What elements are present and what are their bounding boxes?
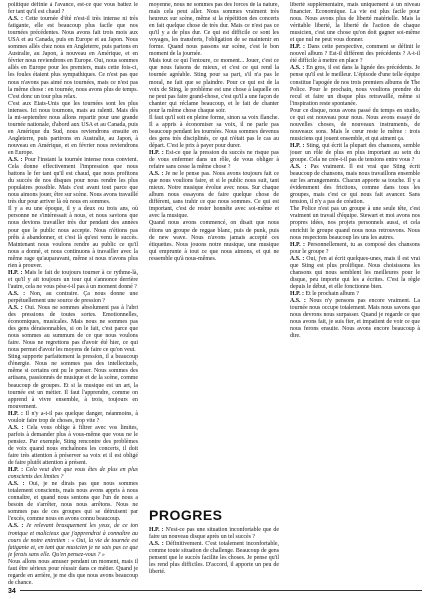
column-2-after-heading (149, 527, 279, 576)
paragraph (290, 2, 420, 44)
paragraph-text: Il faut qu'il soit en pleine forme, sinon sa voix flanche. Il a appris à économiser sa voix, il ne parle pas beaucoup pendant les tournées. Nous sommes devenus des gens très disciplinés, ce qui n'était pas le cas au départ. C'est le prix à payer pour durer. (149, 114, 279, 149)
paragraph (8, 559, 138, 585)
paragraph (149, 58, 279, 114)
paragraph-text: Il y a eu une époque, il y a deux ou trois ans, où personne ne s'intéressait à nous, et nous savions que nous devions travailler très dur pendant des années pour que le public nous accepte. Nous n'étions pas prêts à abandonner, et c'est là qu'est venu le succès. Maintenant nous voulons rendre au public ce qu'il nous a donné, et nous continuons à travailler avec la même rage qu'auparavant, même si nous n'avons plus rien à prouver. (8, 206, 138, 269)
paragraph (8, 467, 138, 481)
column-3 (290, 2, 420, 585)
paragraph (149, 150, 279, 171)
speaker-label: A.S. : (8, 481, 25, 488)
paragraph-text: Est-ce que la pression du succès ne risque pas de vous enfermer dans un rôle, de vous obliger à refaire sans cesse la même chose ? (149, 149, 279, 171)
paragraph (290, 206, 420, 241)
paragraph (8, 523, 138, 558)
speaker-label: H.P. : (290, 142, 305, 149)
paragraph-text: Cela vous oblige à filtrer avec vos limites, parfois à demander plus à vous-même que vous ne le pensiez. Par exemple, Sting rencontre des problèmes de voix quand nous enchaînons les concerts, il doit faire très attention à préserver sa voix et il est obligé de faire plutôt attention à présent. (8, 424, 138, 467)
paragraph (290, 298, 420, 340)
paragraph (290, 44, 420, 65)
speaker-label: H.P. : (290, 241, 305, 248)
paragraph-text: Et le prochain album ? (305, 290, 359, 297)
paragraph-text: Oui. Nous ne sommes absolument pas à l'abri des pressions de toutes sortes. Emotionnelles, économiques, musicales. Mais nous ne sommes pas des gens déraisonnables, si on le fait, c'est parce que nous sommes au summum de ce que nous voulons faire. Nous ne regrettons pas d'avoir été hier, ce qui nous permet d'avoir les moyens de faire ce qu'on veut. (8, 305, 138, 354)
paragraph-text: Mais tout ce qui l'entoure, ce moment... Jouer, c'est ce que nous faisons de mieux, et c'est ce qui rend la tournée agréable. Sting pour sa part, s'il n'a pas le moral, ne fait que se plaindre. Pour ce qui est de la voix de Sting, le problème est une chose à laquelle on ne peut pas faire grand-chose, c'est qu'il a une façon de chanter qui réclame beaucoup, et le fait de chanter pour la même chose chaque soir. (149, 58, 279, 114)
speaker-label: A.S. : (8, 305, 23, 312)
speaker-label: A.S. : (149, 541, 164, 548)
paragraph-text: Personnellement, tu as composé des chansons pour le groupe ? (290, 241, 420, 255)
paragraph-text: Nous n'y pensons pas encore vraiment. La tournée nous occupe totalement. Mais nous savons que nous devrons nous surpasser. Quand je regarde ce que nous avons fait, je suis fier, et impatient de voir ce que nous ferons ensuite. Nous avons encore beaucoup à dire. (290, 297, 420, 340)
column-1 (8, 2, 138, 585)
speaker-label: H.P. : (290, 290, 305, 297)
paragraph-text: Mais le fait de toujours tourner à ce rythme-là, et qu'il y ait toujours un tour qui s'annonce derrière l'autre, cela ne vous pèse-t-il pas à un moment donné ? (8, 269, 138, 290)
paragraph-text: Je ne le pense pas. Nous avons toujours fait ce que nous voulions faire, et si le public nous suit, tant mieux. Notre musique évolue avec nous. Sur chaque album nous essayons de faire quelque chose de différent, sans trahir ce que nous sommes. Ce qui est important, c'est de rester honnête avec soi-même et avec la musique. (149, 171, 279, 220)
paragraph (8, 354, 138, 410)
paragraph-text: En gros, il est dans la lignée des précédents. Je pense qu'il est le meilleur. L'épisode d'une telle équipe constitue l'apogée de nos trois premiers albums de The Police. Pour le prochain, nous voulions prendre du recul et faire un disque plus retravaillé, même si l'inspiration reste spontanée. (290, 65, 420, 107)
speaker-label: H.P. : (8, 269, 23, 276)
paragraph (290, 242, 420, 256)
speaker-label: A.S. : (8, 16, 23, 23)
paragraph-text: Définitivement. C'est totalement inconfortable, comme toute situation de challenge. Beaucoup de gens pensent que le succès facilite les choses. Je pense qu'il les rend plus difficiles. D'accord, il apporte un peu de liberté. (149, 541, 279, 576)
speaker-label: H.P. : (8, 467, 24, 474)
footer-rule (20, 590, 422, 591)
paragraph-text: Je relevant brusquement les yeux, de ce ton ironique et malicieux que j'apprendrai à connaître au cours de notre entretien : « Oui, la vie de tournée est fatigante et, en tant que musicien je ne sais pas ce que je ferais sans elle. Qu'en pensez-vous ? » (8, 523, 138, 558)
paragraph-text: Pour l'instant la tournée intense nous convient. Cela donne effectivement l'impression que nous battons le fer tant qu'il est chaud, que nous profitons du succès de nos disques pour nous rendre les plus populaires possible. Mais c'est avant tout parce que nous aimons jouer, être sur scène. Nous avons travaillé très dur pour arriver là où nous en sommes. (8, 157, 138, 206)
paragraph (8, 270, 138, 291)
paragraph-text: C'est aux Etats-Unis que les tournées sont les plus intenses. Ici nous tournons, mais au ralenti. Mais dès la mi-septembre nous allons repartir pour une grande tournée nationale, d'abord aux USA et au Canada, puis en Amérique du Sud, nous reviendrons ensuite en Angleterre, puis partirons en Australie, au Japon, à nouveau en Amérique, et en février nous reviendrons en Europe. (8, 100, 138, 156)
speaker-label: A.S. : (8, 523, 24, 530)
paragraph (149, 171, 279, 220)
paragraph-text: liberté supplémentaire, mais uniquement à un niveau financier. Economique. La vie est plus facile pour nous. Nous avons plus de liberté matérielle. Mais la véritable liberté, la liberté de l'action de chaque musicien, c'est une chose qu'on doit gagner soi-même et que nul ne peut vous donner. (290, 2, 420, 44)
speaker-label: H.P. : (8, 410, 23, 417)
paragraph-text: Pas vraiment. Il est vrai que Sting écrit beaucoup de chansons, mais nous travaillons ensemble sur les arrangements. Chacun apporte sa touche. Il y a évidemment des frictions, comme dans tous les groupes, mais c'est ce qui nous fait avancer. Sans tension, il n'y a pas de création. (290, 164, 420, 206)
column-2 (149, 2, 279, 585)
paragraph (8, 481, 138, 523)
paragraph-text: Sting supporte parfaitement la pression, il a beaucoup d'énergie. Nous ne sommes pas des intellectuels, même si certains ont pu le penser. Nous sommes des artisans, passionnés de musique et de la scène, comme beaucoup de groupes. Et si la musique est un art, la tournée est un métier. Il faut l'apprendre, comme on apprend à vivre ensemble, à trois, toujours en mouvement. (8, 354, 138, 410)
paragraph (8, 101, 138, 157)
paragraph-text: Pour ce disque, nous avons passé du temps en studio, ce qui est nouveau pour nous. Nous avons essayé de nouvelles choses, de nouveaux instruments, de nouveaux sons. Mais le cœur reste le même : trois musiciens qui jouent ensemble, et qui aiment ça. (290, 107, 420, 142)
page-number: 34 (8, 588, 16, 595)
speaker-label: H.P. : (290, 44, 305, 51)
paragraph (290, 108, 420, 143)
paragraph (149, 527, 279, 541)
paragraph-text: moyenne, nous ne sommes pas des forces de la nature, mais cela peut aller. Nous sommes vraiment très heureux sur scène, même si la répétition des concerts en fait quelque chose de très dur. Mais ce n'est pas ce qu'il y a de plus dur. Ce qui est difficile ce sont les voyages, les transferts, l'obligation de se maintenir en forme. Quand nous passons sur scène, c'est le bon moment de la journée. (149, 2, 279, 58)
paragraph-text: Quand nous avons commencé, on disait que nous étions un groupe de reggae blanc, puis de punk, puis de new wave. Nous n'avons jamais accepté ces étiquettes. Nous jouons notre musique, une musique qui emprunte à tout ce que nous aimons, et qui ne ressemble qu'à nous-mêmes. (149, 220, 279, 262)
paragraph (290, 256, 420, 291)
paragraph (290, 164, 420, 206)
paragraph-text: Cela veut dire que vous êtes de plus en plus conscients des limites ? (8, 467, 138, 481)
paragraph (8, 291, 138, 305)
paragraph-text: politique définie à l'avance, est-ce que vous battez le fer tant qu'il est chaud ? (8, 2, 138, 16)
paragraph-text: Il n'y a-t-il pas quelque danger, néanmoins, à vouloir faire trop de choses, trop vite ? (8, 410, 138, 424)
speaker-label: A.S. : (290, 255, 305, 262)
speaker-label: A.S. : (8, 290, 26, 297)
speaker-label: A.S. : (290, 297, 306, 304)
paragraph (149, 2, 279, 58)
paragraph (290, 143, 420, 164)
paragraph-text: Dans cette perspective, comment se définit le nouvel album ? Est-il différent des précédents ? A-t-il été difficile à mettre en place ? (290, 44, 420, 65)
speaker-label: A.S. : (8, 157, 23, 164)
speaker-label: A.S. : (290, 164, 307, 171)
paragraph-text: Oui, j'en ai écrit quelques-unes, mais il est vrai que Sting est plus prolifique. Nous choisissons les chansons qui nous semblent les meilleures pour le disque, peu importe qui les a écrites. C'est la règle depuis le début, et elle fonctionne bien. (290, 255, 420, 290)
paragraph (149, 115, 279, 150)
speaker-label: H.P. : (149, 149, 164, 156)
paragraph-text: Oui, je ne dirais pas que nous sommes totalement conscients, mais nous avons appris à nous connaître, et quand nous sentons que l'un de nous a besoin de s'arrêter, nous nous arrêtons. Nous ne sommes pas de ces groupes qui se détruisent par l'excès, comme nous en avons connu beaucoup. (8, 481, 138, 523)
paragraph (290, 291, 420, 298)
paragraph-text: The Police n'est pas un groupe à une seule tête, c'est vraiment un travail d'équipe. Stewart et moi avons nos propres idées, nos projets personnels aussi, et cela enrichit le groupe quand nous nous retrouvons. Nous nous respectons beaucoup les uns les autres. (290, 206, 420, 241)
paragraph-text: Non, au contraire. Ça nous donne une perpétuellement une source de pression ? (8, 290, 138, 304)
paragraph (8, 425, 138, 467)
speaker-label: A.S. : (8, 424, 24, 431)
speaker-label: H.P. : (149, 527, 164, 533)
paragraph-text: Nous allons nous amuser pendant un moment, mais il faut être sérieux pour réussir dans ce métier. Quand je regarde en arrière, je me dis que nous avons beaucoup de chance. (8, 558, 138, 585)
paragraph-text: Cette tournée d'été n'est-il très intense ni très fatigante, elle est beaucoup plus facile que nos tournées précédentes. Nous avons fait trois mois aux USA et au Canada, puis en Europe et au Japon. Nous sommes allés chez nous en Angleterre, puis partons en Australie, au Japon, à nouveau en Amérique, et en février nous reviendrons en Europe. Oui, nous sommes allés en Europe pour les premiers, mais cette fois-ci, les foules étaient plus sympathiques. Ce n'est pas que nous n'avons pas aimé nos tournées, mais ce n'est pas la même chose : en tournée, nous avons plus de temps. C'est donc un tour plus relax. (8, 16, 138, 100)
paragraph (149, 220, 279, 262)
paragraph (8, 2, 138, 16)
magazine-page (8, 2, 420, 587)
paragraph-text: Sting, qui écrit la plupart des chansons, semble jouer un rôle de plus en plus important au sein du groupe. Cela ne crée-t-il pas de tensions entre vous ? (290, 142, 420, 164)
paragraph (8, 157, 138, 206)
column-2-text (149, 2, 279, 502)
paragraph (290, 65, 420, 107)
paragraph-text: N'est-ce pas une situation inconfortable que de faire un nouveau disque après un tel succès ? (149, 527, 279, 541)
paragraph (149, 541, 279, 576)
paragraph (8, 16, 138, 101)
paragraph (8, 411, 138, 425)
paragraph (8, 206, 138, 269)
paragraph (8, 305, 138, 354)
speaker-label: A.S. : (290, 65, 305, 72)
speaker-label: A.S. : (149, 171, 164, 178)
section-heading: PROGRES (149, 507, 223, 523)
